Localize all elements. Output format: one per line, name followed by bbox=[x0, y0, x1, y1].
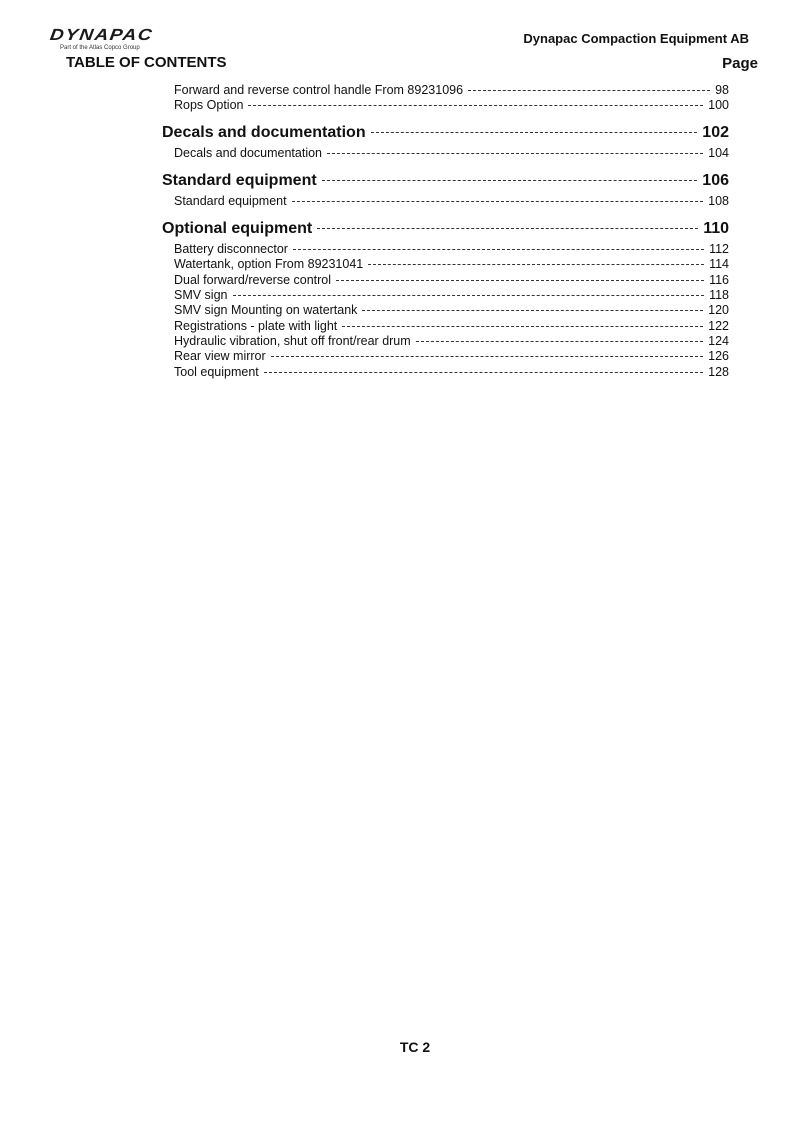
dot-leader bbox=[362, 309, 703, 311]
logo-wordmark: DYNAPAC bbox=[48, 26, 155, 45]
dot-leader bbox=[416, 340, 703, 342]
dot-leader bbox=[271, 355, 703, 357]
toc-entry-page: 112 bbox=[709, 242, 729, 257]
dynapac-logo bbox=[50, 26, 190, 52]
dot-leader bbox=[368, 263, 704, 265]
dot-leader bbox=[317, 227, 698, 229]
toc-section-title: Optional equipment bbox=[162, 220, 313, 238]
toc-entry[interactable] bbox=[162, 242, 729, 257]
toc-entry-label: Hydraulic vibration, shut off front/rear drum bbox=[174, 333, 411, 348]
toc-entry-page: 122 bbox=[708, 318, 729, 333]
toc-entry-page: 98 bbox=[715, 83, 729, 97]
toc-entry-page: 116 bbox=[709, 272, 729, 287]
dot-leader bbox=[371, 131, 698, 133]
dot-leader bbox=[468, 89, 710, 91]
toc-section-page: 110 bbox=[703, 220, 729, 238]
toc-entry-label: Watertank, option From 89231041 bbox=[174, 257, 364, 272]
toc-section-title: Decals and documentation bbox=[162, 123, 366, 141]
toc-entry-page: 124 bbox=[708, 333, 729, 348]
toc-entry[interactable] bbox=[162, 365, 729, 380]
dot-leader bbox=[248, 104, 703, 106]
dot-leader bbox=[342, 325, 703, 327]
toc-section-title: Standard equipment bbox=[162, 171, 317, 189]
page-number: TC 2 bbox=[399, 1039, 431, 1055]
table-of-contents bbox=[162, 83, 729, 380]
toc-entry-page: 100 bbox=[708, 98, 729, 113]
toc-section-page: 102 bbox=[702, 123, 729, 141]
toc-section-optional-equipment[interactable] bbox=[162, 219, 729, 239]
dot-leader bbox=[293, 248, 704, 250]
toc-entry-page: 104 bbox=[708, 145, 729, 160]
toc-entry-page: 108 bbox=[708, 193, 729, 208]
toc-entry-page: 120 bbox=[708, 303, 729, 318]
toc-entry[interactable] bbox=[162, 288, 729, 303]
dot-leader bbox=[327, 152, 703, 154]
toc-entry[interactable] bbox=[162, 83, 729, 98]
toc-entry-label: SMV sign bbox=[174, 288, 228, 303]
toc-entry[interactable] bbox=[162, 146, 729, 161]
toc-entry[interactable] bbox=[162, 98, 729, 113]
page-column-heading: Page bbox=[722, 55, 758, 72]
toc-entry-label: Rear view mirror bbox=[174, 349, 266, 364]
toc-section-page: 106 bbox=[702, 171, 729, 189]
toc-entry[interactable] bbox=[162, 349, 729, 364]
toc-entry[interactable] bbox=[162, 273, 729, 288]
toc-entry-label: Dual forward/reverse control bbox=[174, 272, 332, 287]
toc-entry-page: 126 bbox=[708, 349, 729, 364]
dot-leader bbox=[336, 279, 704, 281]
toc-entry[interactable] bbox=[162, 257, 729, 272]
toc-entry-page: 118 bbox=[709, 288, 729, 303]
toc-entry-label: SMV sign Mounting on watertank bbox=[174, 303, 358, 318]
dot-leader bbox=[292, 200, 704, 202]
toc-entry-label: Decals and documentation bbox=[174, 145, 323, 160]
toc-entry[interactable] bbox=[162, 194, 729, 209]
toc-entry[interactable] bbox=[162, 334, 729, 349]
toc-entry-label: Registrations - plate with light bbox=[174, 318, 338, 333]
toc-entry-label: Rops Option bbox=[174, 98, 244, 113]
toc-entry-page: 128 bbox=[708, 364, 729, 379]
toc-entry-label: Battery disconnector bbox=[174, 242, 288, 257]
toc-section-standard-equipment[interactable] bbox=[162, 171, 729, 191]
toc-entry-label: Tool equipment bbox=[174, 364, 259, 379]
page-title: TABLE OF CONTENTS bbox=[66, 54, 227, 71]
toc-entry-label: Forward and reverse control handle From 89231096 bbox=[174, 83, 464, 97]
toc-entry-page: 114 bbox=[709, 257, 729, 272]
logo-subtitle: Part of the Atlas Copco Group bbox=[60, 45, 140, 51]
dot-leader bbox=[322, 179, 698, 181]
company-name: Dynapac Compaction Equipment AB bbox=[523, 31, 749, 46]
toc-entry-label: Standard equipment bbox=[174, 193, 287, 208]
dot-leader bbox=[233, 294, 705, 296]
toc-entry[interactable] bbox=[162, 319, 729, 334]
dot-leader bbox=[264, 371, 703, 373]
toc-entry[interactable] bbox=[162, 303, 729, 318]
toc-section-decals[interactable] bbox=[162, 123, 729, 143]
